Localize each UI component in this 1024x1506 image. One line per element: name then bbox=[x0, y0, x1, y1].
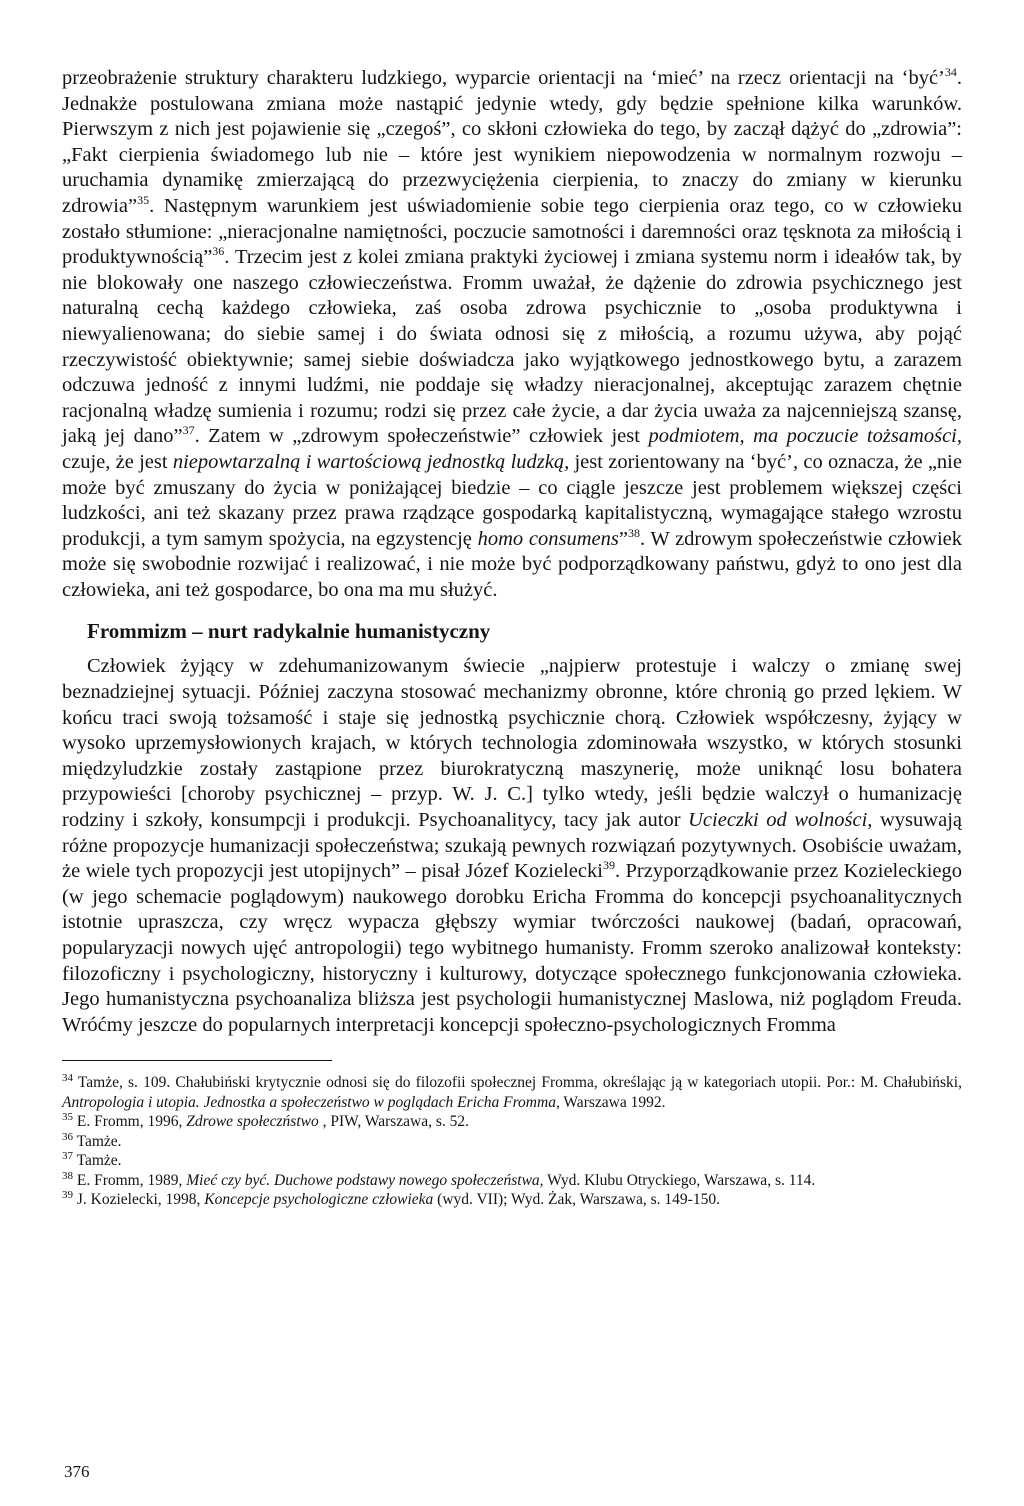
text: Warszawa 1992. bbox=[559, 1093, 666, 1111]
text: (wyd. VII); Wyd. Żak, Warszawa, s. 149-150. bbox=[433, 1191, 720, 1209]
footnote-34 bbox=[62, 1073, 962, 1112]
text: Tamże, s. 109. Chałubiński krytycznie odnosi się do filozofii społecznej Fromma, określając ją w kategoriach utopii. Por.: M. Chałubiński, bbox=[73, 1074, 962, 1092]
text: . Następnym warunkiem jest uświadomienie sobie tego cierpienia oraz tego, co w człowieku zostało stłumione: „nieracjonalne namiętności, poczucie samotności i daremności oraz tęsknota za miłością i produktywnością” bbox=[62, 194, 962, 269]
text: E. Fromm, 1996, bbox=[73, 1113, 187, 1131]
footnote-ref-37[interactable]: 37 bbox=[182, 423, 195, 438]
footnote-38 bbox=[62, 1171, 962, 1191]
footnote-ref-34[interactable]: 34 bbox=[944, 65, 957, 80]
footnote-number: 36 bbox=[62, 1130, 73, 1143]
italic-text: Zdrowe społeczństwo bbox=[186, 1113, 319, 1131]
footnotes bbox=[62, 1073, 962, 1210]
footnote-ref-35[interactable]: 35 bbox=[137, 193, 150, 208]
paragraph-2 bbox=[62, 654, 962, 1038]
footnote-36 bbox=[62, 1132, 962, 1152]
text: . Przyporządkowanie przez Kozieleckiego (w jego schemacie poglądowym) naukowego dorobku Ericha Fromma do koncepcji psychoanalitycznych istotnie upraszcza, czy wręcz wypacza głębszy wymiar twórczości naukowej (badań, opracowań, popularyzacji nowych ujęć antropologii) tego wybitnego humanisty. Fromm szeroko analizował konteksty: filozoficzny i psychologiczny, historyczny i kulturowy, dotyczące społecznego funkcjonowania człowieka. Jego humanistyczna psychoanaliza bliższa jest psychologii humanistycznej Maslowa, niż poglądom Freuda. Wróćmy jeszcze do popularnych interpretacji koncepcji społeczno-psychologicznych Fromma bbox=[62, 860, 962, 1036]
text: J. Kozielecki, 1998, bbox=[73, 1191, 205, 1209]
text: . Zatem w „zdrowym społeczeństwie” człowiek jest bbox=[194, 425, 649, 448]
footnote-divider bbox=[62, 1060, 332, 1061]
italic-text: Mieć czy być. Duchowe podstawy nowego społeczeństwa, bbox=[186, 1171, 544, 1189]
text: . Jednakże postulowana zmiana może nastąpić jedynie wtedy, gdy będzie spełnione kilka warunków. Pierwszym z nich jest pojawienie się „czegoś”, co skłoni człowieka do tego, by zaczął dążyć do „zdrowia”: „Fakt cierpienia świadomego lub nie – które jest wynikiem niepowodzenia w normalnym rozwoju – uruchamia dynamikę zmierzającą do przezwyciężenia cierpienia, to znaczy do zmiany w kierunku zdrowia” bbox=[62, 67, 962, 217]
page-content bbox=[62, 66, 962, 1210]
italic-text: homo consumens bbox=[477, 527, 619, 550]
text: . W zdrowym społeczeństwie człowiek może się swobodnie rozwijać i realizować, i nie może być podporządkowany państwu, gdyż to ono jest dla człowieka, ani też gospodarce, bo ona ma mu służyć. bbox=[62, 527, 962, 601]
italic-text: Antropologia i utopia. Jednostka a społeczeństwo w poglądach Ericha Fromma, bbox=[62, 1093, 560, 1111]
footnote-37 bbox=[62, 1151, 962, 1171]
footnote-35 bbox=[62, 1112, 962, 1132]
text: czuje, że jest bbox=[62, 450, 173, 473]
page-number: 376 bbox=[64, 1462, 90, 1481]
italic-text: niepowtarzalną i wartościową jednostką ludzką, bbox=[172, 450, 570, 473]
footnote-ref-38[interactable]: 38 bbox=[627, 525, 640, 540]
text: E. Fromm, 1989, bbox=[73, 1171, 187, 1189]
footnote-ref-36[interactable]: 36 bbox=[212, 244, 225, 259]
text: Tamże. bbox=[73, 1152, 122, 1170]
footnote-number: 39 bbox=[62, 1189, 73, 1202]
text: , PIW, Warszawa, s. 52. bbox=[318, 1113, 470, 1131]
italic-text: Koncepcje psychologiczne człowieka bbox=[204, 1191, 434, 1209]
section-heading: Frommizm – nurt radykalnie humanistyczny bbox=[87, 619, 491, 644]
footnote-number: 34 bbox=[62, 1072, 73, 1085]
text: ” bbox=[618, 527, 628, 550]
footnote-number: 37 bbox=[62, 1150, 73, 1163]
text: Człowiek żyjący w zdehumanizowanym świecie „najpierw protestuje i walczy o zmianę swej beznadziejnej sytuacji. Później zaczyna stosować mechanizmy obronne, które chronią go przed lękiem. W końcu traci swoją tożsamość i staje się jednostką psychicznie chorą. Człowiek współczesny, żyjący w wysoko uprzemysłowionych krajach, w których technologia zdominowała wszystko, w których stosunki międzyludzkie zostały zastąpione przez biurokratyczną maszynerię, może uniknąć losu bohatera przypowieści [choroby psychicznej – przyp. W. J. C.] tylko wtedy, jeśli będzie walczył o humanizację rodziny i szkoły, konsumpcji i produkcji. Psychoanalitycy, tacy jak autor bbox=[62, 655, 962, 832]
text: przeobrażenie struktury charakteru ludzkiego, wyparcie orientacji na ‘mieć’ na rzecz orientacji na ‘być’ bbox=[62, 67, 945, 89]
text: wysuwają różne propozycje humanizacji społeczeństwa; szukają pewnych rozwiązań pozytywnych. Osobiście uważam, że wiele tych propozycji jest utopijnych” – pisał Józef Kozielecki bbox=[62, 809, 962, 883]
footnote-39 bbox=[62, 1190, 962, 1210]
text: jest zorientowany na ‘być’, co oznacza, że „nie może być zmuszany do życia w poniżającej biedzie – co ciągle jeszcze jest problemem większej części ludzkości, ani też skazany przez prawa rządzące gospodarką kapitalistyczną, wymagające stałego wzrostu produkcji, a tym samym spożycia, na egzystencję bbox=[62, 450, 962, 550]
footnote-number: 38 bbox=[62, 1169, 73, 1182]
text: Wyd. Klubu Otryckiego, Warszawa, s. 114. bbox=[543, 1171, 816, 1189]
text: . Trzecim jest z kolei zmiana praktyki życiowej i zmiana systemu norm i ideałów tak, by nie blokowały one naszego człowieczeństwa. Fromm uważał, że dążenie do zdrowia psychicznego jest naturalną cechą każdego człowieka, zaś osoba zdrowa psychicznie to „osoba produktywna i niewyalienowana; do siebie samej i do świata odnosi się z miłością, a rozumu używa, aby pojąć rzeczywistość obiektywnie; samej siebie doświadcza jako wyjątkowego jednostkowego bytu, a zarazem odczuwa jedność z innymi ludźmi, nie poddaje się władzy nieracjonalnej, akceptując zarazem chętnie racjonalną władzę sumienia i rozumu; rodzi się przez całe życie, a dar życia uważa za najcenniejszą szansę, jaką jej dano” bbox=[62, 246, 962, 448]
footnote-number: 35 bbox=[62, 1111, 73, 1124]
footnote-ref-39[interactable]: 39 bbox=[602, 858, 615, 873]
text: Tamże. bbox=[73, 1132, 122, 1150]
italic-text: podmiotem, ma poczucie tożsamości, bbox=[648, 425, 962, 448]
paragraph-1 bbox=[62, 66, 962, 603]
italic-text: Ucieczki od wolności, bbox=[688, 809, 873, 832]
